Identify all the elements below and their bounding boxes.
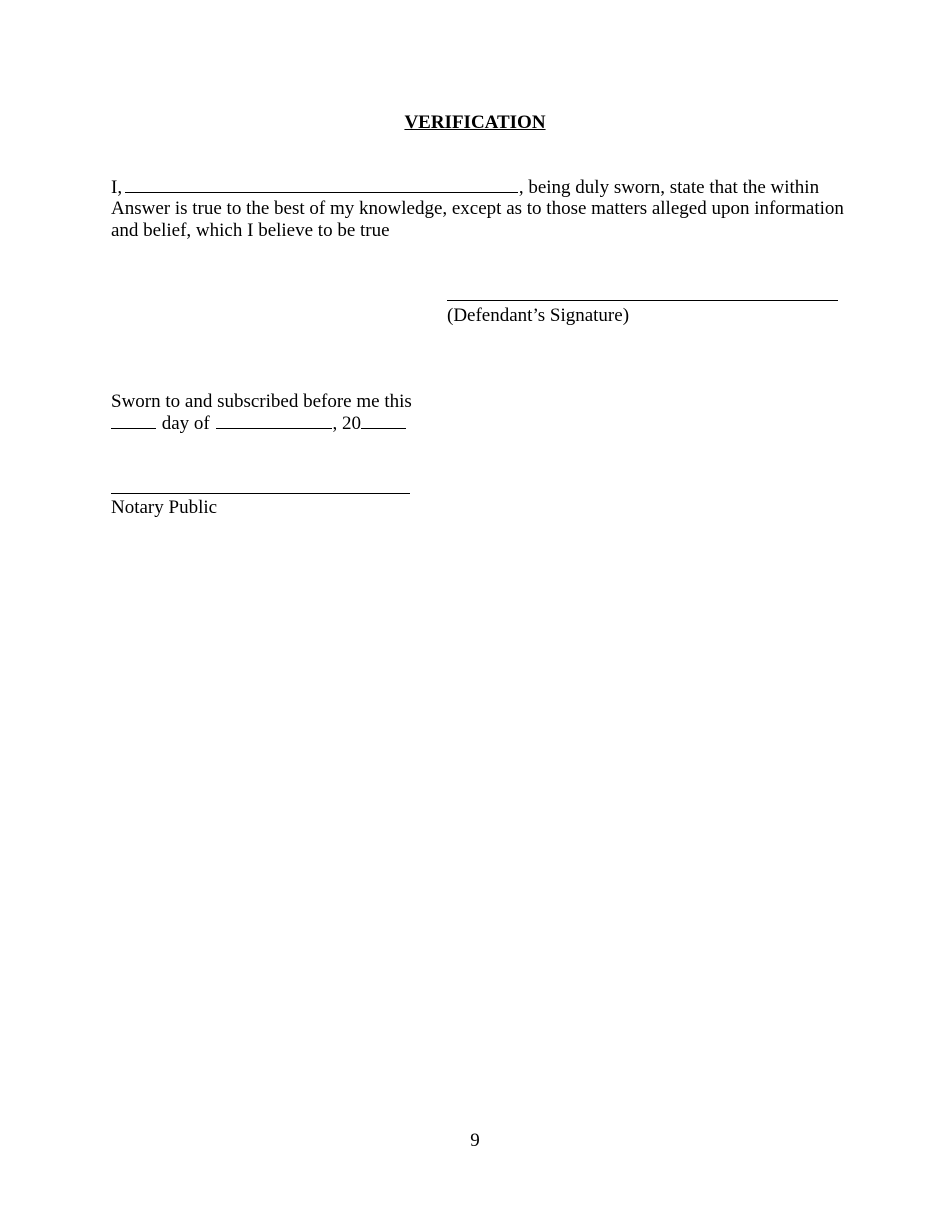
notary-public-label: Notary Public xyxy=(111,497,218,518)
statement-line-3: and belief, which I believe to be true xyxy=(111,220,390,241)
day-field[interactable] xyxy=(111,412,156,429)
sworn-line-1: Sworn to and subscribed before me this xyxy=(111,391,412,412)
defendant-signature-label: (Defendant’s Signature) xyxy=(447,305,630,326)
year-field[interactable] xyxy=(361,412,406,429)
month-field[interactable] xyxy=(216,412,332,429)
statement-prefix: I, xyxy=(111,177,123,198)
page-number: 9 xyxy=(470,1130,480,1151)
defendant-signature-line[interactable] xyxy=(447,300,838,301)
statement-line1-suffix: , being duly sworn, state that the within xyxy=(518,177,820,198)
statement-line-1 xyxy=(111,176,819,199)
sworn-date-line xyxy=(111,412,407,435)
statement-line-2: Answer is true to the best of my knowledge, except as to those matters alleged upon information xyxy=(111,198,844,219)
notary-signature-line[interactable] xyxy=(111,493,410,494)
declarant-name-field[interactable] xyxy=(125,176,518,193)
day-of-label: day of xyxy=(161,413,210,434)
year-prefix-label: , 20 xyxy=(332,413,362,434)
page-title: VERIFICATION xyxy=(404,112,546,133)
